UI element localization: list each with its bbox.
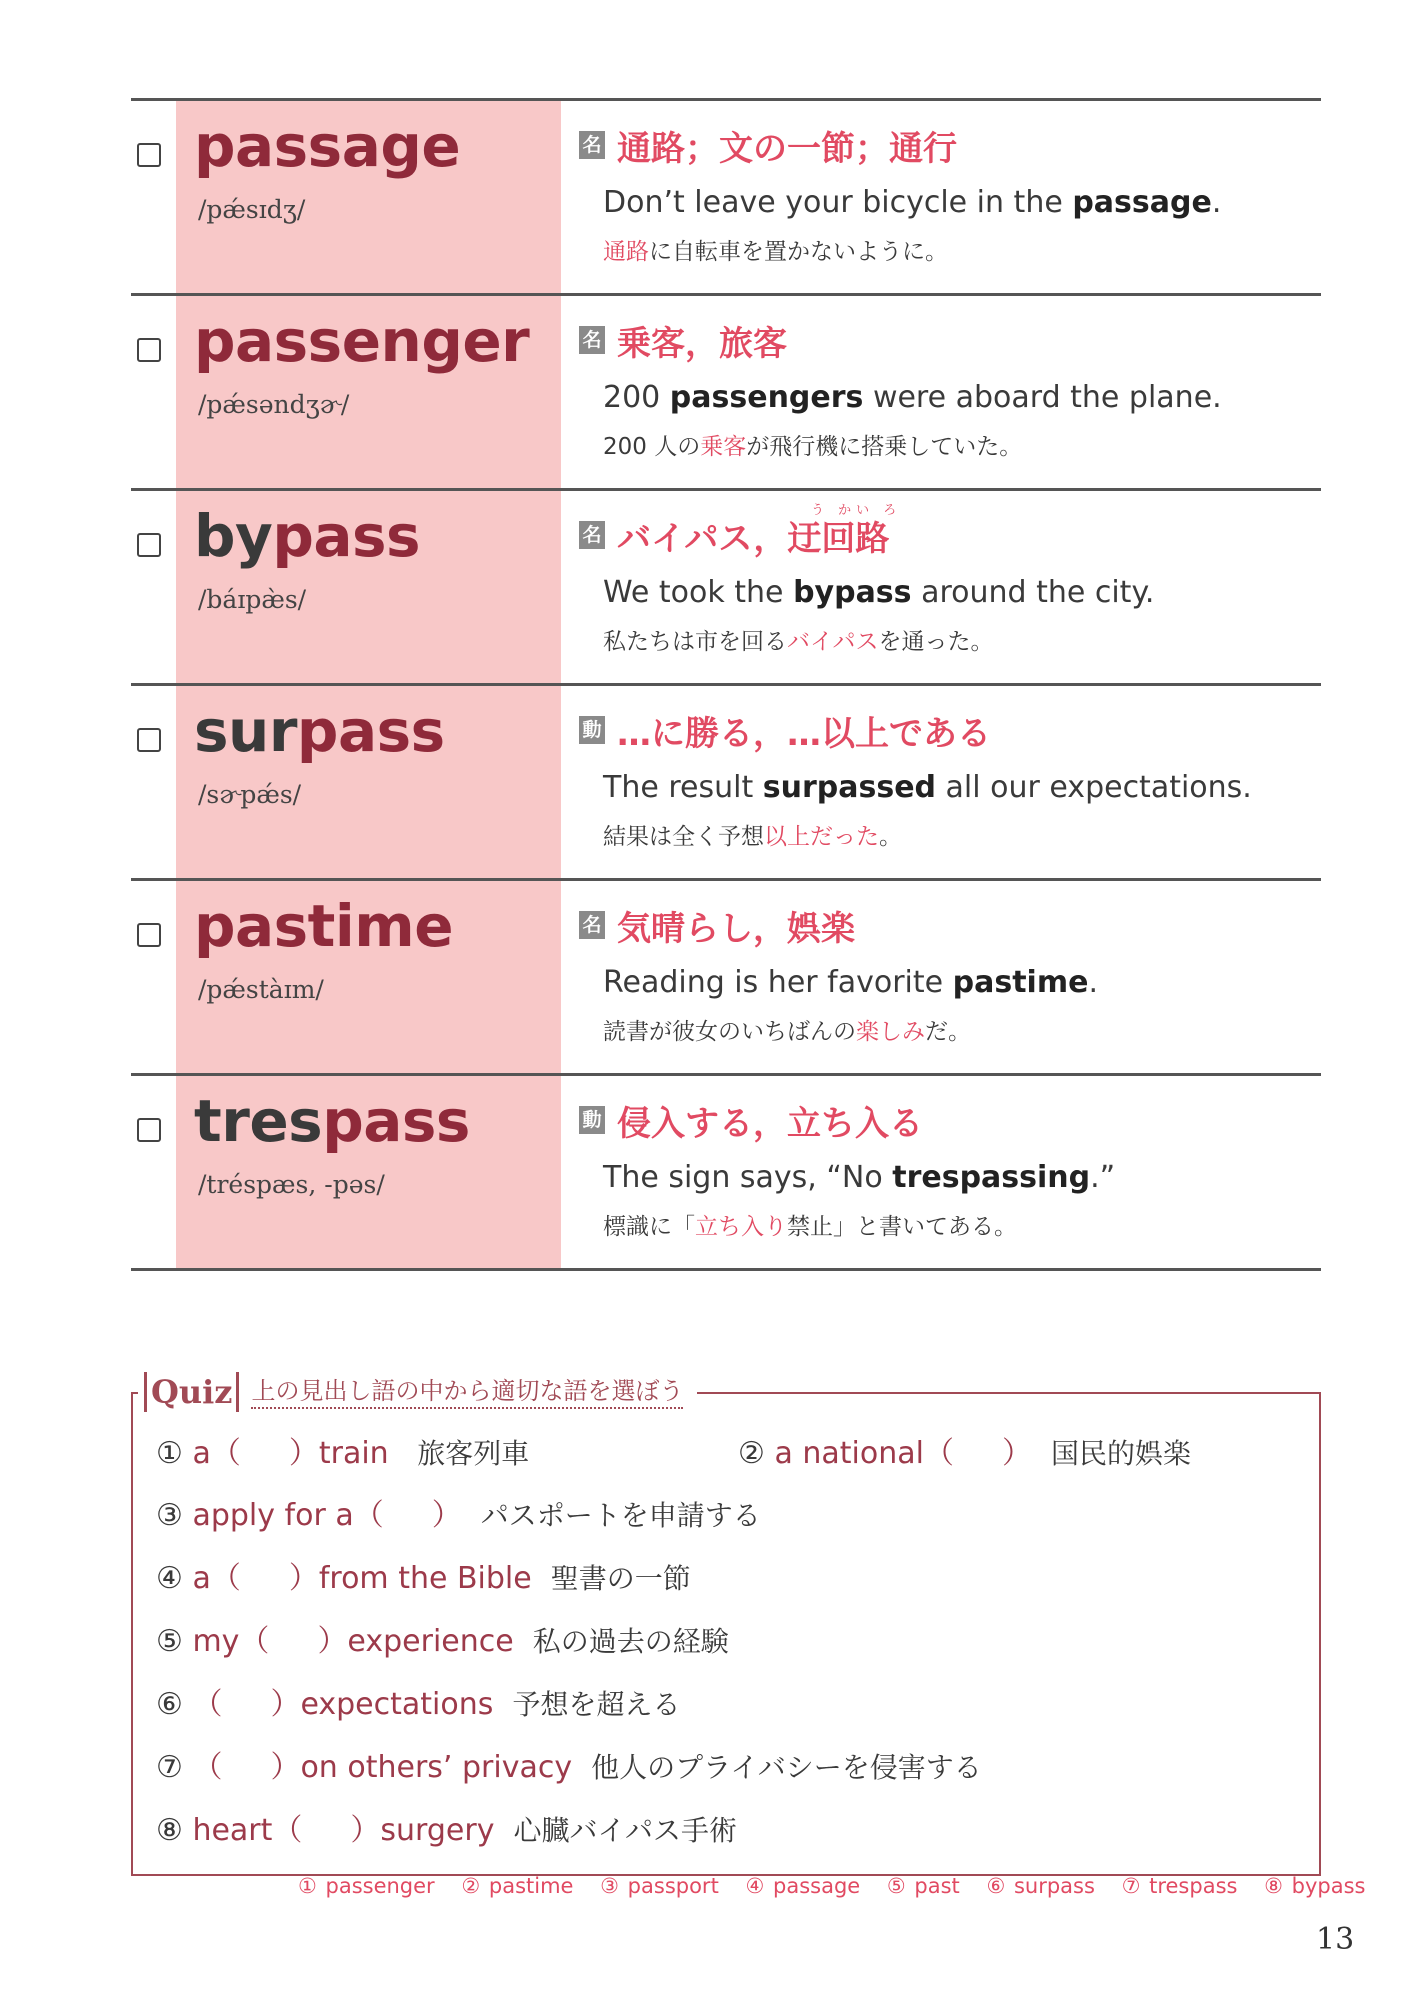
vocabulary-list xyxy=(131,98,1321,1271)
vocab-entry xyxy=(131,98,1321,293)
pronunciation: /pǽsɪdʒ/ xyxy=(198,195,306,224)
definition-cell xyxy=(579,491,1321,683)
example-text: Reading is her favorite xyxy=(603,965,953,1000)
furigana: う かい ろ xyxy=(811,503,902,518)
translation-highlight: 以上だった xyxy=(764,824,879,850)
translation-text: を通った。 xyxy=(878,629,994,655)
item-phrase-start: （ xyxy=(192,1687,223,1722)
translation-text: 標識に「 xyxy=(603,1214,695,1240)
example-keyword: passage xyxy=(1072,185,1212,220)
item-phrase-end: ） xyxy=(1001,1436,1032,1471)
quiz-item xyxy=(156,1805,737,1849)
translation xyxy=(603,818,902,851)
item-phrase-end: ）experience xyxy=(317,1624,514,1659)
item-phrase-end: ）expectations xyxy=(270,1687,494,1722)
item-phrase-end: ）from the Bible xyxy=(288,1561,532,1596)
pronunciation: /pǽsəndʒɚ/ xyxy=(198,390,350,419)
definition-cell xyxy=(579,1076,1321,1268)
example-sentence xyxy=(603,575,1154,610)
headword-prefix: by xyxy=(194,502,273,570)
headword-cell xyxy=(176,881,561,1073)
translation-text: 私たちは市を回る xyxy=(603,629,787,655)
page-number: 13 xyxy=(1316,1922,1355,1957)
headword-cell xyxy=(176,686,561,878)
item-translation: 旅客列車 xyxy=(417,1437,530,1470)
example-keyword: trespassing xyxy=(892,1160,1091,1195)
answer-key xyxy=(298,1874,1384,1898)
item-number: ⑤ xyxy=(156,1624,183,1659)
quiz-label: Quiz xyxy=(144,1372,239,1412)
headword xyxy=(194,112,461,180)
item-phrase-end: ） xyxy=(431,1498,462,1533)
quiz-item xyxy=(156,1679,680,1723)
headword-cell xyxy=(176,101,561,293)
translation-highlight: 通路 xyxy=(603,239,649,265)
item-translation: 他人のプライバシーを侵害する xyxy=(591,1751,982,1784)
headword xyxy=(194,307,530,375)
definition-cell xyxy=(579,101,1321,293)
example-sentence xyxy=(603,770,1252,805)
item-number: ① xyxy=(156,1436,183,1471)
example-text: The sign says, “No xyxy=(603,1160,893,1195)
item-number: ⑥ xyxy=(156,1687,183,1722)
translation xyxy=(603,428,1022,461)
pronunciation: /pǽstàɪm/ xyxy=(198,975,324,1004)
example-sentence xyxy=(603,185,1221,220)
example-keyword: surpassed xyxy=(762,770,937,805)
definition-cell xyxy=(579,686,1321,878)
headword xyxy=(194,697,445,765)
headword-cell xyxy=(176,1076,561,1268)
meaning-line xyxy=(579,708,991,752)
headword xyxy=(194,1087,470,1155)
quiz-item xyxy=(738,1428,1191,1472)
item-phrase-start: （ xyxy=(192,1750,223,1785)
headword-root: pass xyxy=(296,697,445,765)
example-text: Don’t leave your bicycle in the xyxy=(603,185,1073,220)
check-box[interactable] xyxy=(137,533,161,557)
answer: ⑥ surpass xyxy=(986,1874,1095,1898)
headword-root: pastime xyxy=(194,892,454,960)
vocab-entry xyxy=(131,293,1321,488)
item-phrase-start: heart（ xyxy=(192,1813,303,1848)
item-translation: 聖書の一節 xyxy=(550,1562,691,1595)
quiz-item xyxy=(156,1490,761,1534)
example-text: We took the xyxy=(603,575,794,610)
answer: ⑤ past xyxy=(886,1874,960,1898)
translation-text: 200 人の xyxy=(603,434,701,460)
check-box[interactable] xyxy=(137,728,161,752)
example-text: around the city. xyxy=(911,575,1155,610)
definition-cell xyxy=(579,296,1321,488)
meaning-line xyxy=(579,513,889,557)
check-box[interactable] xyxy=(137,338,161,362)
translation-highlight: 立ち入り xyxy=(695,1214,787,1240)
headword-root: pass xyxy=(272,502,421,570)
answer: ⑧ bypass xyxy=(1264,1874,1366,1898)
headword-prefix: sur xyxy=(194,697,297,765)
meaning: 侵入する，立ち入る xyxy=(617,1103,923,1144)
vocab-entry xyxy=(131,1073,1321,1271)
headword-prefix: tres xyxy=(194,1087,323,1155)
answer: ② pastime xyxy=(461,1874,574,1898)
item-translation: 予想を超える xyxy=(512,1688,681,1721)
item-translation: 国民的娯楽 xyxy=(1051,1437,1192,1470)
item-number: ④ xyxy=(156,1561,183,1596)
headword-root: passenger xyxy=(194,307,530,375)
item-phrase-end: ）train xyxy=(288,1436,389,1471)
answer: ③ passport xyxy=(600,1874,719,1898)
headword xyxy=(194,502,421,570)
item-number: ⑦ xyxy=(156,1750,183,1785)
example-sentence xyxy=(603,965,1098,1000)
headword-cell xyxy=(176,296,561,488)
translation xyxy=(603,233,948,266)
item-number: ③ xyxy=(156,1498,183,1533)
example-keyword: bypass xyxy=(793,575,912,610)
example-text: all our expectations. xyxy=(936,770,1252,805)
quiz-item xyxy=(156,1616,729,1660)
item-number: ⑧ xyxy=(156,1813,183,1848)
translation-text: に自転車を置かないように。 xyxy=(649,239,948,265)
example-text: 200 xyxy=(603,380,670,415)
vocab-entry xyxy=(131,683,1321,878)
example-text: . xyxy=(1088,965,1098,1000)
item-phrase-end: ）surgery xyxy=(350,1813,495,1848)
answer: ④ passage xyxy=(745,1874,861,1898)
example-sentence xyxy=(603,1160,1115,1195)
item-phrase-start: my（ xyxy=(192,1624,270,1659)
item-phrase-start: a（ xyxy=(192,1436,241,1471)
example-text: were aboard the plane. xyxy=(863,380,1222,415)
meaning-line xyxy=(579,123,957,167)
item-number: ② xyxy=(738,1436,765,1471)
headword-root: pass xyxy=(322,1087,470,1155)
pronunciation: /báɪpæ̀s/ xyxy=(198,585,307,614)
part-of-speech-badge: 名 xyxy=(579,131,605,159)
item-translation: 心臓バイパス手術 xyxy=(513,1814,737,1847)
item-phrase-end: ）on others’ privacy xyxy=(270,1750,573,1785)
example-text: .” xyxy=(1090,1160,1116,1195)
quiz-header xyxy=(138,1372,697,1412)
check-box[interactable] xyxy=(137,1118,161,1142)
translation-highlight: 乗客 xyxy=(700,434,747,460)
check-box[interactable] xyxy=(137,923,161,947)
item-phrase-start: a national（ xyxy=(774,1436,954,1471)
item-phrase-start: apply for a（ xyxy=(192,1498,384,1533)
check-box[interactable] xyxy=(137,143,161,167)
item-translation: 私の過去の経験 xyxy=(532,1625,729,1658)
example-keyword: pastime xyxy=(952,965,1089,1000)
headword-root: passage xyxy=(194,112,461,180)
translation-text: 読書が彼女のいちばんの xyxy=(603,1019,856,1045)
vocab-entry xyxy=(131,488,1321,683)
translation-text: 結果は全く予想 xyxy=(603,824,764,850)
answer: ⑦ trespass xyxy=(1121,1874,1238,1898)
translation xyxy=(603,1013,971,1046)
definition-cell xyxy=(579,881,1321,1073)
quiz-item xyxy=(156,1553,691,1597)
translation-highlight: バイパス xyxy=(787,629,879,655)
quiz-item xyxy=(156,1742,982,1786)
translation-text: 。 xyxy=(879,824,902,850)
translation-text: だ。 xyxy=(925,1019,971,1045)
part-of-speech-badge: 動 xyxy=(579,716,605,744)
translation-text: 禁止」と書いてある。 xyxy=(787,1214,1017,1240)
vocab-entry xyxy=(131,878,1321,1073)
quiz-item xyxy=(156,1428,529,1472)
meaning: 乗客，旅客 xyxy=(617,323,787,364)
example-sentence xyxy=(603,380,1222,415)
quiz-instruction: 上の見出し語の中から適切な語を選ぼう xyxy=(251,1375,683,1409)
item-translation: パスポートを申請する xyxy=(480,1499,761,1532)
pronunciation: /sɚpǽs/ xyxy=(198,780,302,809)
example-keyword: passengers xyxy=(669,380,864,415)
part-of-speech-badge: 名 xyxy=(579,326,605,354)
meaning-line xyxy=(579,318,787,362)
part-of-speech-badge: 名 xyxy=(579,911,605,939)
pronunciation: /tréspæs, -pəs/ xyxy=(198,1170,385,1199)
example-text: . xyxy=(1211,185,1222,220)
meaning-line xyxy=(579,903,855,947)
part-of-speech-badge: 動 xyxy=(579,1106,605,1134)
translation-highlight: 楽しみ xyxy=(856,1019,925,1045)
meaning: バイパス，迂回路 xyxy=(617,518,890,559)
headword-cell xyxy=(176,491,561,683)
item-phrase-start: a（ xyxy=(192,1561,241,1596)
meaning: 気晴らし，娯楽 xyxy=(617,908,855,949)
translation xyxy=(603,623,994,656)
meaning: 通路；文の一節；通行 xyxy=(617,128,957,169)
translation xyxy=(603,1208,1017,1241)
example-text: The result xyxy=(603,770,763,805)
meaning-line xyxy=(579,1098,923,1142)
headword xyxy=(194,892,454,960)
part-of-speech-badge: 名 xyxy=(579,521,605,549)
meaning: …に勝る，…以上である xyxy=(617,713,991,754)
answer: ① passenger xyxy=(298,1874,435,1898)
translation-text: が飛行機に搭乗していた。 xyxy=(746,434,1023,460)
